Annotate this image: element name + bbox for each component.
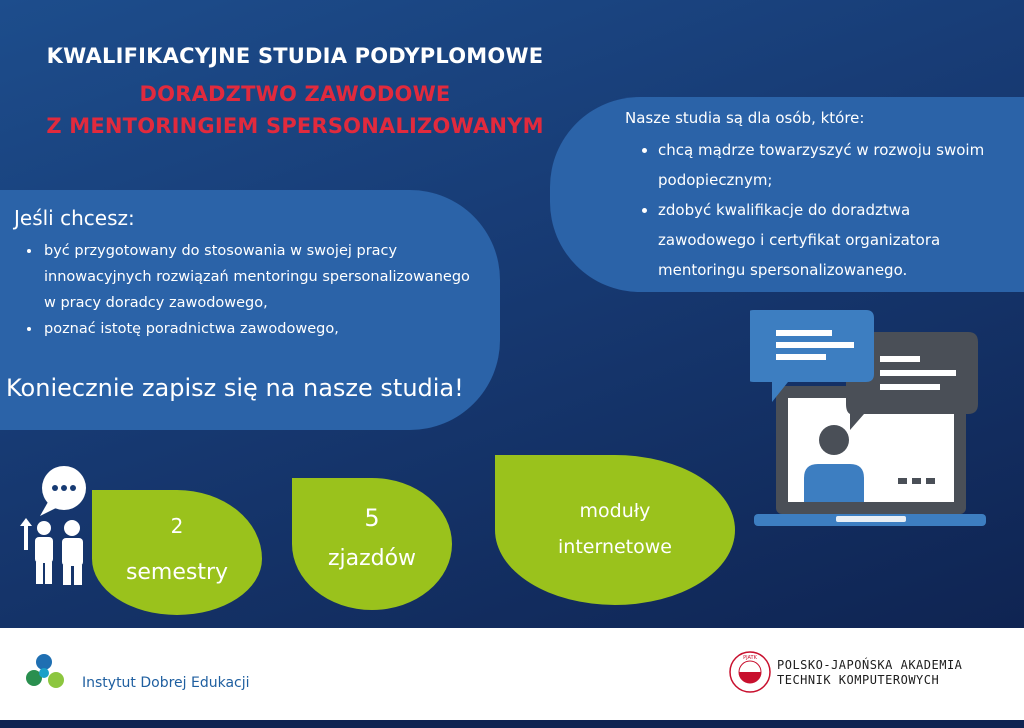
list-item: • zdobyć kwalifikacje do doradztwa zawodowego i certyfikat organizatora mentoringu spersonalizowanego. — [658, 195, 1008, 285]
left-info-panel — [0, 190, 500, 430]
bubble-sessions — [292, 478, 452, 610]
bubble-online-modules — [495, 455, 735, 605]
pjatk-line-1: POLSKO-JAPOŃSKA AKADEMIA — [777, 658, 963, 672]
bubble-label: moduły internetowe — [558, 500, 672, 558]
pjatk-logo-text — [777, 658, 962, 688]
bubble-semesters — [92, 490, 262, 615]
video-chat-laptop-icon — [750, 306, 990, 536]
idl-logo-text: Instytut Dobrej Edukacji — [82, 675, 250, 691]
bubble-number: 5 — [364, 504, 380, 532]
footer — [0, 628, 1024, 728]
list-item: • poznać istotę poradnictwa zawodowego, — [42, 316, 482, 342]
title-line-2: DORADZTWO ZAWODOWE — [139, 82, 451, 106]
pjatk-line-2: TECHNIK KOMPUTEROWYCH — [777, 673, 940, 687]
bubble-number: 2 — [170, 514, 184, 538]
bottom-strip — [0, 720, 1024, 728]
right-info-panel — [550, 97, 1024, 292]
seal-text: PJATK — [743, 655, 757, 661]
call-to-action: Koniecznie zapisz się na nasze studia! — [6, 374, 464, 402]
title-line-3: Z MENTORINGIEM SPERSONALIZOWANYM — [46, 114, 544, 138]
list-item: • chcą mądrze towarzyszyć w rozwoju swoim podopiecznym; — [658, 135, 1008, 195]
list-item: • być przygotowany do stosowania w swojej pracy innowacyjnych rozwiązań mentoringu spersonalizowanego w pracy doradcy zawodowego, — [42, 238, 482, 316]
pjatk-seal-icon — [728, 650, 772, 694]
title-line-1: KWALIFIKACYJNE STUDIA PODYPLOMOWE — [46, 44, 544, 68]
left-panel-list — [24, 238, 482, 342]
idl-logo-icon — [22, 650, 74, 694]
right-panel-heading: Nasze studia są dla osób, które: — [625, 109, 865, 127]
left-panel-heading: Jeśli chcesz: — [14, 206, 135, 230]
right-panel-list — [640, 135, 1008, 285]
bubble-label: zjazdów — [327, 546, 417, 571]
bubble-label: semestry — [125, 560, 229, 585]
people-talking-icon — [18, 462, 98, 588]
